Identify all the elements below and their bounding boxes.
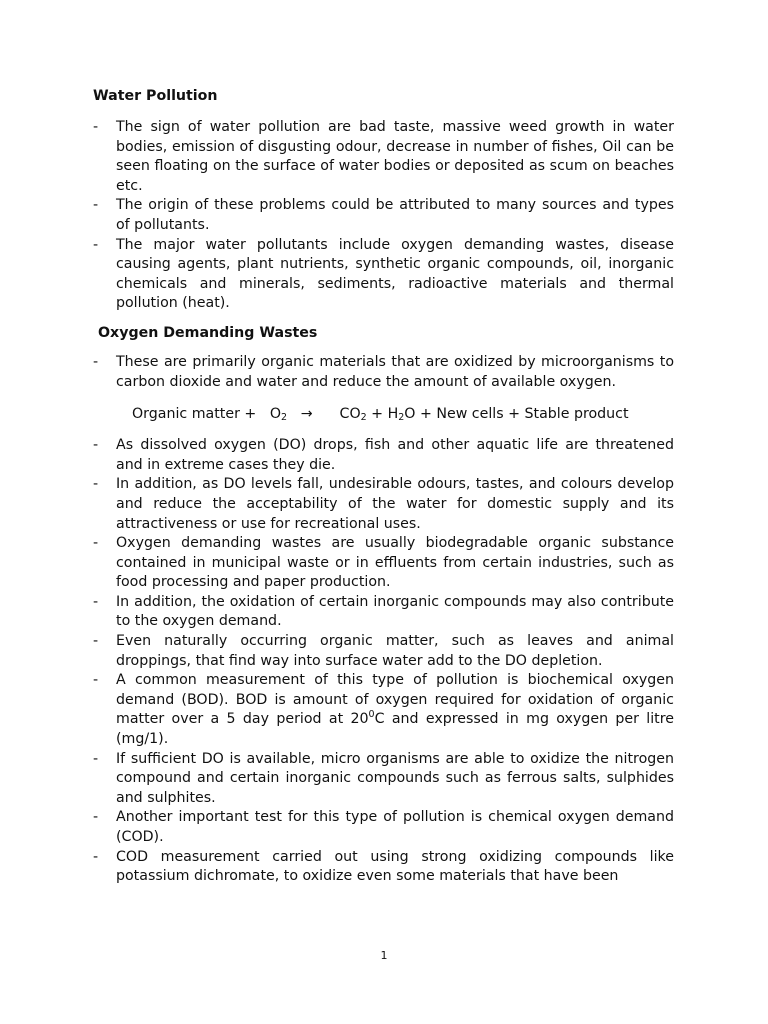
page-content (93, 86, 674, 887)
oxygen-intro-list (93, 353, 674, 392)
page-number: 1 (380, 949, 388, 962)
list-item: - COD measurement carried out using strong oxidizing compounds like potassium dichromate, to oxidize even some materials that have been (93, 848, 674, 887)
bod-text: A common measurement of this type of pollution is biochemical oxygen demand (BOD). BOD is amount of oxygen required for oxidation of organic matter over a 5 day period at 20 (116, 672, 674, 728)
list-item: - The sign of water pollution are bad taste, massive weed growth in water bodies, emission of disgusting odour, decrease in number of fishes, Oil can be seen floating on the surface of water bodies or deposited as scum on beaches etc. (93, 118, 674, 196)
equation-co: CO (339, 406, 361, 423)
equation-reactant: Organic matter + (132, 406, 257, 423)
equation-oxygen: O (269, 406, 281, 423)
oxygen-details-list (93, 436, 674, 887)
list-item: - If sufficient DO is available, micro organisms are able to oxidize the nitrogen compound and certain inorganic compounds such as ferrous salts, sulphides and sulphites. (93, 750, 674, 809)
list-item: - Another important test for this type of pollution is chemical oxygen demand (COD). (93, 808, 674, 847)
chemical-equation (132, 404, 674, 424)
equation-subscript: 2 (360, 412, 367, 424)
list-item: - Oxygen demanding wastes are usually biodegradable organic substance contained in municipal waste or in effluents from certain industries, such as food processing and paper production. (93, 534, 674, 593)
list-item-bod (93, 671, 674, 749)
degree-superscript: 0 (368, 709, 375, 721)
list-item: - As dissolved oxygen (DO) drops, fish and other aquatic life are threatened and in extreme cases they die. (93, 436, 674, 475)
heading-oxygen-demanding-wastes: Oxygen Demanding Wastes (98, 324, 318, 341)
water-pollution-list (93, 118, 674, 314)
list-item: - These are primarily organic materials that are oxidized by microorganisms to carbon dioxide and water and reduce the amount of available oxygen. (93, 353, 674, 392)
bod-text-end: C and expressed in mg oxygen per litre (mg/1). (116, 711, 674, 748)
equation-plus-h: + H (366, 406, 399, 423)
arrow-icon: → (300, 406, 313, 423)
equation-subscript: 2 (398, 412, 405, 424)
equation-subscript: 2 (281, 412, 288, 424)
list-item: - In addition, the oxidation of certain inorganic compounds may also contribute to the oxygen demand. (93, 593, 674, 632)
heading-water-pollution: Water Pollution (93, 88, 218, 104)
list-item: - The major water pollutants include oxygen demanding wastes, disease causing agents, plant nutrients, synthetic organic compounds, oil, inorganic chemicals and minerals, sediments, radioactive materials and thermal pollution (heat). (93, 236, 674, 314)
equation-products: O + New cells + Stable product (404, 406, 629, 423)
list-item: - In addition, as DO levels fall, undesirable odours, tastes, and colours develop and reduce the acceptability of the water for domestic supply and its attractiveness or use for recreational uses. (93, 475, 674, 534)
list-item: - The origin of these problems could be attributed to many sources and types of pollutants. (93, 196, 674, 235)
list-item: - Even naturally occurring organic matter, such as leaves and animal droppings, that find way into surface water add to the DO depletion. (93, 632, 674, 671)
